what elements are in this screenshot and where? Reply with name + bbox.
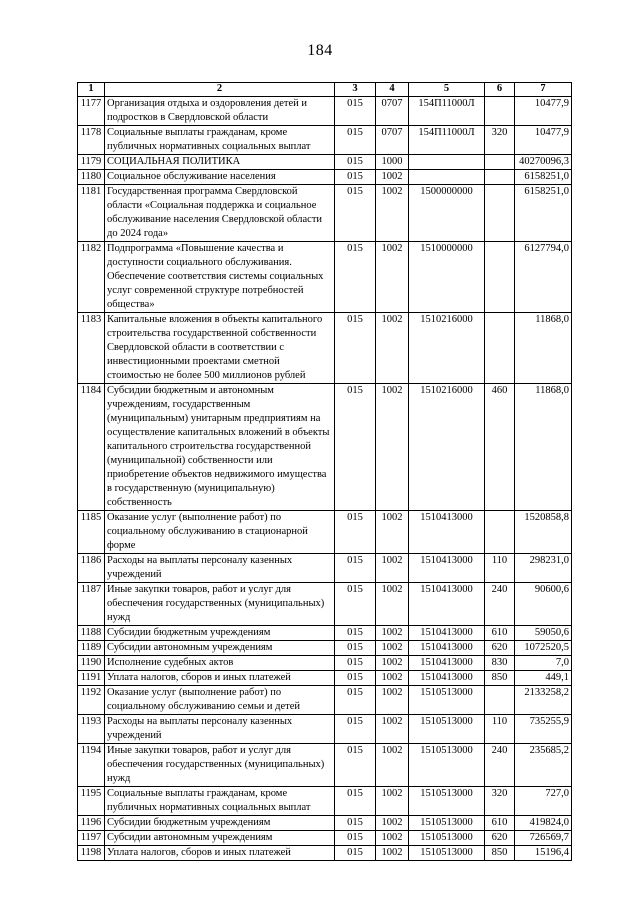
row-number: 1181 [78,185,105,242]
row-expense-type: 610 [485,626,515,641]
table-row [78,816,572,831]
row-target-code: 1510413000 [409,671,485,686]
table-row [78,671,572,686]
row-section-code: 1002 [376,313,409,384]
row-grbs-code: 015 [335,313,376,384]
row-grbs-code: 015 [335,744,376,787]
table-row [78,583,572,626]
row-name: Расходы на выплаты персоналу казенных учреждений [105,554,335,583]
row-amount: 735255,9 [515,715,572,744]
row-name: Субсидии автономным учреждениям [105,831,335,846]
row-expense-type: 110 [485,554,515,583]
row-target-code: 1510413000 [409,554,485,583]
row-target-code: 1510513000 [409,744,485,787]
row-expense-type: 320 [485,787,515,816]
row-expense-type: 110 [485,715,515,744]
row-target-code: 1510413000 [409,511,485,554]
row-number: 1190 [78,656,105,671]
row-amount: 10477,9 [515,126,572,155]
row-number: 1188 [78,626,105,641]
row-grbs-code: 015 [335,671,376,686]
row-grbs-code: 015 [335,511,376,554]
row-expense-type [485,511,515,554]
row-grbs-code: 015 [335,641,376,656]
row-number: 1191 [78,671,105,686]
row-target-code: 154П11000Л [409,126,485,155]
row-section-code: 1002 [376,384,409,511]
row-amount: 6158251,0 [515,185,572,242]
table-row [78,554,572,583]
row-number: 1189 [78,641,105,656]
row-amount: 727,0 [515,787,572,816]
row-expense-type [485,686,515,715]
row-amount: 6127794,0 [515,242,572,313]
row-name: Организация отдыха и оздоровления детей и подростков в Свердловской области [105,97,335,126]
row-target-code: 1510513000 [409,715,485,744]
row-name: Капитальные вложения в объекты капитального строительства государственной собственности Свердловской области в соответствии с инвестиционными проектами сметной стоимостью не более 500 миллионов рублей [105,313,335,384]
row-expense-type [485,313,515,384]
row-expense-type: 620 [485,831,515,846]
row-expense-type: 850 [485,846,515,861]
row-section-code: 1002 [376,185,409,242]
row-number: 1187 [78,583,105,626]
row-amount: 40270096,3 [515,155,572,170]
row-number: 1197 [78,831,105,846]
row-target-code: 1510513000 [409,831,485,846]
row-name: Подпрограмма «Повышение качества и доступности социального обслуживания. Обеспечение соответствия системы социальных услуг современной структуре потребностей общества» [105,242,335,313]
table-row [78,656,572,671]
row-number: 1182 [78,242,105,313]
row-amount: 15196,4 [515,846,572,861]
column-header: 3 [335,83,376,97]
row-grbs-code: 015 [335,583,376,626]
row-target-code: 1510413000 [409,641,485,656]
row-grbs-code: 015 [335,384,376,511]
row-number: 1184 [78,384,105,511]
row-grbs-code: 015 [335,170,376,185]
row-grbs-code: 015 [335,185,376,242]
row-expense-type [485,170,515,185]
table-row [78,126,572,155]
row-grbs-code: 015 [335,715,376,744]
row-section-code: 1002 [376,242,409,313]
row-section-code: 1002 [376,170,409,185]
row-name: Субсидии бюджетным учреждениям [105,626,335,641]
column-header: 2 [105,83,335,97]
row-number: 1193 [78,715,105,744]
row-name: Уплата налогов, сборов и иных платежей [105,846,335,861]
row-section-code: 1002 [376,626,409,641]
row-section-code: 1002 [376,715,409,744]
row-expense-type [485,185,515,242]
row-expense-type: 460 [485,384,515,511]
row-section-code: 1002 [376,787,409,816]
table-row [78,626,572,641]
row-grbs-code: 015 [335,554,376,583]
row-target-code: 1510413000 [409,626,485,641]
table-row [78,787,572,816]
table-row [78,155,572,170]
row-expense-type [485,97,515,126]
row-amount: 6158251,0 [515,170,572,185]
table-header [78,83,572,97]
row-name: Уплата налогов, сборов и иных платежей [105,671,335,686]
row-number: 1198 [78,846,105,861]
table-body [78,97,572,861]
table-row [78,641,572,656]
row-section-code: 1002 [376,671,409,686]
table-row [78,686,572,715]
column-header: 7 [515,83,572,97]
row-grbs-code: 015 [335,831,376,846]
row-amount: 1520858,8 [515,511,572,554]
column-header: 6 [485,83,515,97]
row-target-code: 1510513000 [409,686,485,715]
table-row [78,242,572,313]
row-amount: 419824,0 [515,816,572,831]
row-number: 1178 [78,126,105,155]
row-number: 1185 [78,511,105,554]
column-header: 5 [409,83,485,97]
row-target-code: 1510216000 [409,384,485,511]
row-name: СОЦИАЛЬНАЯ ПОЛИТИКА [105,155,335,170]
row-amount: 11868,0 [515,313,572,384]
row-target-code: 1510413000 [409,656,485,671]
row-number: 1186 [78,554,105,583]
row-grbs-code: 015 [335,626,376,641]
row-name: Субсидии бюджетным учреждениям [105,816,335,831]
row-amount: 235685,2 [515,744,572,787]
row-number: 1196 [78,816,105,831]
row-amount: 11868,0 [515,384,572,511]
table-row [78,831,572,846]
row-name: Оказание услуг (выполнение работ) по социальному обслуживанию в стационарной форме [105,511,335,554]
row-grbs-code: 015 [335,846,376,861]
row-name: Иные закупки товаров, работ и услуг для обеспечения государственных (муниципальных) нужд [105,744,335,787]
row-target-code [409,170,485,185]
table-row [78,384,572,511]
row-amount: 1072520,5 [515,641,572,656]
table-row [78,170,572,185]
row-amount: 59050,6 [515,626,572,641]
row-number: 1177 [78,97,105,126]
row-name: Субсидии бюджетным и автономным учреждениям, государственным (муниципальным) унитарным предприятиям на осуществление капитальных вложений в объекты капитального строительства государственной (муниципальной) собственности или приобретение объектов недвижимого имущества в государственную (муниципальную) собственность [105,384,335,511]
row-section-code: 1002 [376,583,409,626]
table-row [78,97,572,126]
row-section-code: 1002 [376,656,409,671]
row-grbs-code: 015 [335,97,376,126]
row-grbs-code: 015 [335,656,376,671]
row-target-code: 1510513000 [409,846,485,861]
row-section-code: 1002 [376,511,409,554]
row-amount: 90600,6 [515,583,572,626]
row-section-code: 1000 [376,155,409,170]
row-expense-type: 620 [485,641,515,656]
row-expense-type [485,155,515,170]
row-amount: 449,1 [515,671,572,686]
row-grbs-code: 015 [335,686,376,715]
row-section-code: 1002 [376,686,409,715]
row-grbs-code: 015 [335,155,376,170]
row-name: Иные закупки товаров, работ и услуг для обеспечения государственных (муниципальных) нужд [105,583,335,626]
row-expense-type: 240 [485,583,515,626]
row-section-code: 1002 [376,846,409,861]
row-number: 1180 [78,170,105,185]
row-grbs-code: 015 [335,787,376,816]
row-grbs-code: 015 [335,816,376,831]
row-number: 1179 [78,155,105,170]
table-row [78,846,572,861]
row-number: 1195 [78,787,105,816]
row-target-code: 1510413000 [409,583,485,626]
row-name: Расходы на выплаты персоналу казенных учреждений [105,715,335,744]
row-amount: 7,0 [515,656,572,671]
row-target-code: 1510513000 [409,816,485,831]
row-name: Субсидии автономным учреждениям [105,641,335,656]
row-expense-type: 320 [485,126,515,155]
row-expense-type: 610 [485,816,515,831]
row-target-code: 1510216000 [409,313,485,384]
row-expense-type [485,242,515,313]
row-amount: 726569,7 [515,831,572,846]
row-section-code: 1002 [376,554,409,583]
row-amount: 298231,0 [515,554,572,583]
table-row [78,313,572,384]
row-name: Исполнение судебных актов [105,656,335,671]
column-header: 4 [376,83,409,97]
row-target-code: 154П11000Л [409,97,485,126]
row-number: 1192 [78,686,105,715]
row-expense-type: 830 [485,656,515,671]
row-expense-type: 240 [485,744,515,787]
column-header: 1 [78,83,105,97]
table-row [78,185,572,242]
row-name: Социальное обслуживание населения [105,170,335,185]
row-name: Социальные выплаты гражданам, кроме публичных нормативных социальных выплат [105,126,335,155]
row-grbs-code: 015 [335,126,376,155]
row-number: 1194 [78,744,105,787]
budget-table [77,82,572,861]
row-target-code: 1500000000 [409,185,485,242]
table-row [78,744,572,787]
header-row [78,83,572,97]
page-number: 184 [307,42,333,59]
row-section-code: 1002 [376,641,409,656]
row-amount: 10477,9 [515,97,572,126]
row-section-code: 1002 [376,831,409,846]
row-amount: 2133258,2 [515,686,572,715]
row-name: Социальные выплаты гражданам, кроме публичных нормативных социальных выплат [105,787,335,816]
row-grbs-code: 015 [335,242,376,313]
row-target-code: 1510513000 [409,787,485,816]
row-number: 1183 [78,313,105,384]
row-section-code: 0707 [376,97,409,126]
row-name: Государственная программа Свердловской области «Социальная поддержка и социальное обслуживание населения Свердловской области до 2024 года» [105,185,335,242]
row-section-code: 1002 [376,744,409,787]
row-target-code: 1510000000 [409,242,485,313]
table-row [78,511,572,554]
row-section-code: 1002 [376,816,409,831]
table-row [78,715,572,744]
row-expense-type: 850 [485,671,515,686]
row-section-code: 0707 [376,126,409,155]
row-target-code [409,155,485,170]
row-name: Оказание услуг (выполнение работ) по социальному обслуживанию семьи и детей [105,686,335,715]
